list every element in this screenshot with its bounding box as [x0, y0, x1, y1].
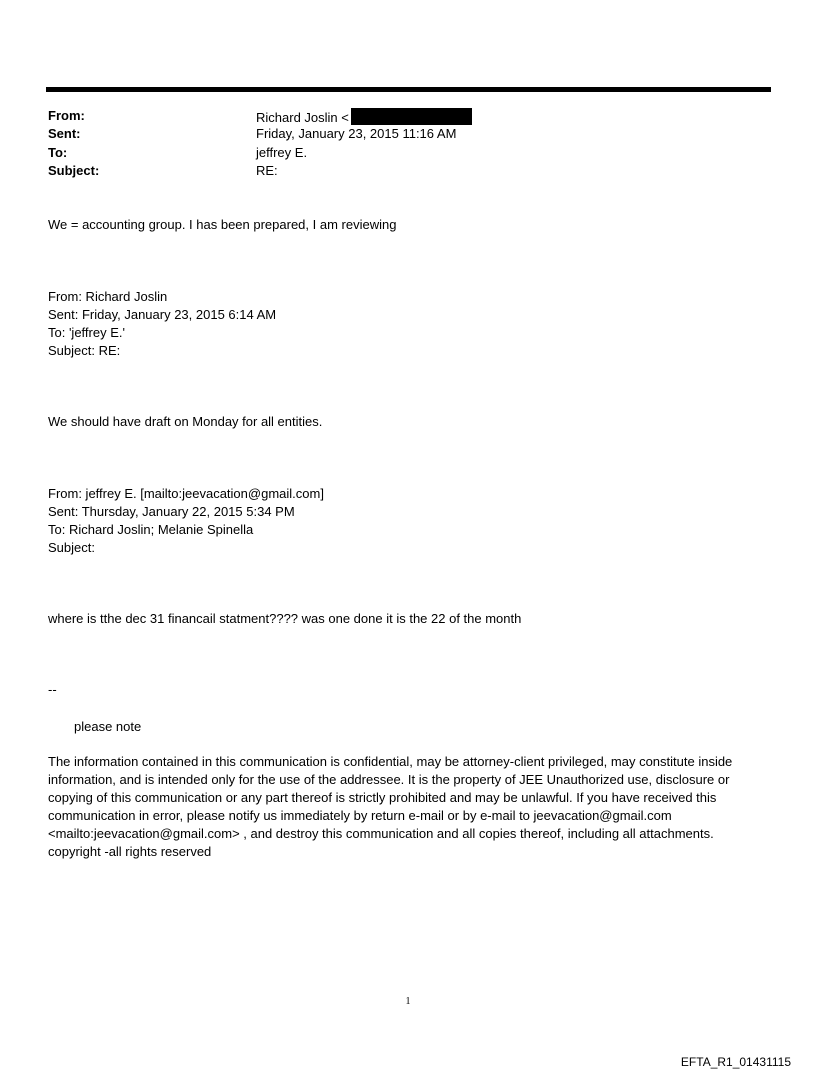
to-label: To:	[48, 145, 68, 160]
to-value: jeffrey E.	[256, 145, 308, 160]
quoted-2-to: To: Richard Joslin; Melanie Spinella	[48, 522, 254, 537]
from-name: Richard Joslin <	[256, 110, 349, 125]
quoted-2-from: From: jeffrey E. [mailto:jeevacation@gmail.com]	[48, 486, 324, 501]
from-label: From:	[48, 108, 85, 123]
quoted-1-sent: Sent: Friday, January 23, 2015 6:14 AM	[48, 307, 277, 322]
subject-value: RE:	[256, 163, 278, 178]
quoted-1-from: From: Richard Joslin	[48, 289, 168, 304]
signature-dashes: --	[48, 682, 57, 697]
sent-value: Friday, January 23, 2015 11:16 AM	[256, 126, 457, 141]
disclaimer-text: The information contained in this communication is confidential, may be attorney-client privileged, may constitute inside information, and is intended only for the use of the addressee. It is the property of JEE Unauthorized use, disclosure or copying of this communication or any part thereof is strictly prohibited and may be unlawful. If you have received this communication in error, please notify us immediately by return e-mail or by e-mail to jeevacation@gmail.com <mailto:jeevacation@gmail.com> , and destroy this communication and all copies thereof, including all attachments. copyright -all rights reserved	[48, 754, 733, 859]
quoted-1-to: To: 'jeffrey E.'	[48, 325, 125, 340]
body-text-3: where is tthe dec 31 financail statment???? was one done it is the 22 of the month	[48, 611, 522, 626]
page-number: 1	[405, 996, 411, 1007]
sent-label: Sent:	[48, 126, 81, 141]
document-id: EFTA_R1_01431115	[680, 1055, 791, 1069]
body-text-2: We should have draft on Monday for all entities.	[48, 414, 323, 429]
subject-label: Subject:	[48, 163, 100, 178]
header-rule	[46, 87, 771, 92]
body-text-1: We = accounting group. I has been prepared, I am reviewing	[48, 217, 397, 232]
quoted-2-subject: Subject:	[48, 540, 95, 555]
from-value	[256, 108, 472, 125]
quoted-2-sent: Sent: Thursday, January 22, 2015 5:34 PM	[48, 504, 295, 519]
quoted-1-subject: Subject: RE:	[48, 343, 121, 358]
redaction-bar	[351, 108, 472, 125]
please-note: please note	[74, 719, 142, 734]
